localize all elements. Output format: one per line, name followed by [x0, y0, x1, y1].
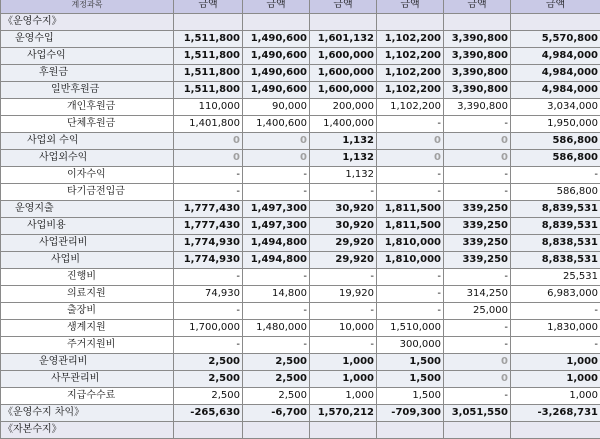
table-row	[1, 303, 600, 320]
cell-col-2[interactable]: 1,490,600	[243, 82, 310, 99]
cell-col-6[interactable]: 6,983,000	[511, 286, 600, 303]
cell-col-1[interactable]: -	[174, 303, 243, 320]
cell-col-5[interactable]: 339,250	[444, 235, 511, 252]
cell-col-6[interactable]: 8,839,531	[511, 218, 600, 235]
table-row	[1, 150, 600, 167]
row-label[interactable]: 사업비	[1, 252, 174, 269]
row-label[interactable]: 후원금	[1, 65, 174, 82]
cell-col-5[interactable]: 3,390,800	[444, 65, 511, 82]
cell-col-4[interactable]: 1,811,500	[377, 218, 444, 235]
cell-col-5[interactable]: 3,390,800	[444, 82, 511, 99]
cell-col-1[interactable]: 2,500	[174, 354, 243, 371]
cell-col-3[interactable]: 1,132	[310, 133, 377, 150]
cell-col-1[interactable]: 1,777,430	[174, 218, 243, 235]
cell-col-6[interactable]: 5,570,800	[511, 31, 600, 48]
cell-col-1[interactable]: 0	[174, 150, 243, 167]
table-row	[1, 235, 600, 252]
cell-col-4[interactable]: 1,500	[377, 354, 444, 371]
cell-col-2[interactable]: 1,490,600	[243, 48, 310, 65]
cell-col-3[interactable]: 1,600,000	[310, 82, 377, 99]
row-label[interactable]: 이자수익	[1, 167, 174, 184]
cell-col-5[interactable]: -	[444, 167, 511, 184]
cell-col-5[interactable]: 3,051,550	[444, 405, 511, 422]
cell-col-2[interactable]: 1,490,600	[243, 31, 310, 48]
cell-col-4[interactable]: -	[377, 303, 444, 320]
cell-col-3[interactable]: -	[310, 184, 377, 201]
row-label[interactable]: 운영관리비	[1, 354, 174, 371]
cell-col-1[interactable]: 1,774,930	[174, 252, 243, 269]
cell-col-6[interactable]: 586,800	[511, 133, 600, 150]
row-label[interactable]: 주거지원비	[1, 337, 174, 354]
cell-col-3[interactable]: 10,000	[310, 320, 377, 337]
row-label[interactable]: 사무관리비	[1, 371, 174, 388]
cell-col-2[interactable]: -	[243, 303, 310, 320]
cell-col-4[interactable]: -	[377, 269, 444, 286]
row-label[interactable]: 일반후원금	[1, 82, 174, 99]
cell-col-6[interactable]: 586,800	[511, 184, 600, 201]
cell-col-6[interactable]: -	[511, 167, 600, 184]
cell-col-3[interactable]: 1,601,132	[310, 31, 377, 48]
row-label[interactable]: 《자본수지》	[1, 422, 174, 439]
cell-col-2[interactable]	[243, 14, 310, 31]
cell-col-5[interactable]: 0	[444, 354, 511, 371]
cell-col-2[interactable]: 1,494,800	[243, 252, 310, 269]
row-label[interactable]: 사업외 수익	[1, 133, 174, 150]
cell-col-2[interactable]: 2,500	[243, 371, 310, 388]
row-label[interactable]: 진행비	[1, 269, 174, 286]
cell-col-4[interactable]: -	[377, 184, 444, 201]
cell-col-2[interactable]	[243, 422, 310, 439]
cell-col-5[interactable]: 0	[444, 371, 511, 388]
cell-col-1[interactable]: 1,511,800	[174, 82, 243, 99]
cell-col-6[interactable]: 1,000	[511, 388, 600, 405]
table-row	[1, 133, 600, 150]
cell-col-4[interactable]: 1,510,000	[377, 320, 444, 337]
cell-col-4[interactable]: 0	[377, 150, 444, 167]
cell-col-2[interactable]: -6,700	[243, 405, 310, 422]
cell-col-3[interactable]: 29,920	[310, 252, 377, 269]
cell-col-2[interactable]: -	[243, 269, 310, 286]
column-header-2[interactable]: 금액	[243, 0, 310, 14]
cell-col-2[interactable]: 1,480,000	[243, 320, 310, 337]
cell-col-4[interactable]: 300,000	[377, 337, 444, 354]
cell-col-5[interactable]: 314,250	[444, 286, 511, 303]
table-row	[1, 65, 600, 82]
cell-col-3[interactable]: -	[310, 269, 377, 286]
row-label[interactable]: 사업관리비	[1, 235, 174, 252]
cell-col-2[interactable]: 90,000	[243, 99, 310, 116]
cell-col-6[interactable]: 1,950,000	[511, 116, 600, 133]
cell-col-6[interactable]: 25,531	[511, 269, 600, 286]
table-row	[1, 31, 600, 48]
cell-col-5[interactable]: -	[444, 269, 511, 286]
cell-col-1[interactable]: 2,500	[174, 371, 243, 388]
table-row	[1, 167, 600, 184]
cell-col-6[interactable]: -3,268,731	[511, 405, 600, 422]
column-header-3[interactable]: 금액	[310, 0, 377, 14]
cell-col-1[interactable]: 1,401,800	[174, 116, 243, 133]
row-label[interactable]: 《운영수지 차익》	[1, 405, 174, 422]
cell-col-4[interactable]: 1,500	[377, 371, 444, 388]
table-row	[1, 320, 600, 337]
cell-col-3[interactable]: -	[310, 303, 377, 320]
cell-col-6[interactable]: 8,839,531	[511, 201, 600, 218]
table-row	[1, 116, 600, 133]
cell-col-6[interactable]: -	[511, 337, 600, 354]
row-label[interactable]: 생계지원	[1, 320, 174, 337]
table-body	[1, 14, 600, 439]
cell-col-4[interactable]: 0	[377, 133, 444, 150]
header-row	[1, 0, 600, 14]
row-label[interactable]: 《운영수지》	[1, 14, 174, 31]
cell-col-1[interactable]: 1,511,800	[174, 48, 243, 65]
cell-col-3[interactable]: 1,000	[310, 354, 377, 371]
cell-col-4[interactable]: 1,102,200	[377, 82, 444, 99]
row-label[interactable]: 사업수익	[1, 48, 174, 65]
cell-col-3[interactable]: 1,570,212	[310, 405, 377, 422]
cell-col-1[interactable]: -	[174, 337, 243, 354]
cell-col-4[interactable]	[377, 422, 444, 439]
cell-col-5[interactable]: -	[444, 116, 511, 133]
table-row	[1, 371, 600, 388]
cell-col-3[interactable]: 1,000	[310, 371, 377, 388]
cell-col-1[interactable]	[174, 422, 243, 439]
cell-col-1[interactable]: -	[174, 269, 243, 286]
cell-col-1[interactable]: -265,630	[174, 405, 243, 422]
cell-col-3[interactable]	[310, 14, 377, 31]
cell-col-5[interactable]: 3,390,800	[444, 48, 511, 65]
row-label[interactable]: 운영지출	[1, 201, 174, 218]
table-row	[1, 201, 600, 218]
cell-col-5[interactable]: -	[444, 337, 511, 354]
cell-col-1[interactable]: 1,700,000	[174, 320, 243, 337]
cell-col-1[interactable]	[174, 14, 243, 31]
column-header-1[interactable]: 금액	[174, 0, 243, 14]
cell-col-2[interactable]: -	[243, 167, 310, 184]
cell-col-4[interactable]: 1,811,500	[377, 201, 444, 218]
cell-col-5[interactable]: -	[444, 320, 511, 337]
cell-col-2[interactable]: -	[243, 184, 310, 201]
row-label[interactable]: 타기금전입금	[1, 184, 174, 201]
cell-col-2[interactable]: 1,400,600	[243, 116, 310, 133]
cell-col-5[interactable]: 339,250	[444, 201, 511, 218]
cell-col-1[interactable]: 1,511,800	[174, 65, 243, 82]
cell-col-2[interactable]: 2,500	[243, 388, 310, 405]
cell-col-6[interactable]: 4,984,000	[511, 48, 600, 65]
cell-col-1[interactable]: 1,774,930	[174, 235, 243, 252]
cell-col-3[interactable]: 29,920	[310, 235, 377, 252]
table-row	[1, 252, 600, 269]
row-label[interactable]: 사업외수익	[1, 150, 174, 167]
cell-col-6[interactable]: 1,830,000	[511, 320, 600, 337]
cell-col-4[interactable]: -	[377, 116, 444, 133]
cell-col-1[interactable]: 0	[174, 133, 243, 150]
cell-col-6[interactable]: 3,034,000	[511, 99, 600, 116]
cell-col-5[interactable]: 25,000	[444, 303, 511, 320]
table-row	[1, 354, 600, 371]
cell-col-4[interactable]: 1,102,200	[377, 65, 444, 82]
row-label[interactable]: 출장비	[1, 303, 174, 320]
cell-col-4[interactable]	[377, 14, 444, 31]
cell-col-4[interactable]: -709,300	[377, 405, 444, 422]
table-row	[1, 99, 600, 116]
cell-col-5[interactable]: 3,390,800	[444, 31, 511, 48]
cell-col-1[interactable]: -	[174, 167, 243, 184]
cell-col-3[interactable]: 1,400,000	[310, 116, 377, 133]
cell-col-5[interactable]: 339,250	[444, 252, 511, 269]
table-row	[1, 218, 600, 235]
cell-col-3[interactable]: 1,132	[310, 167, 377, 184]
cell-col-2[interactable]: 1,490,600	[243, 65, 310, 82]
cell-col-2[interactable]: -	[243, 337, 310, 354]
cell-col-6[interactable]: 1,000	[511, 354, 600, 371]
cell-col-1[interactable]: -	[174, 184, 243, 201]
cell-col-4[interactable]: -	[377, 167, 444, 184]
cell-col-1[interactable]: 110,000	[174, 99, 243, 116]
column-header-4[interactable]: 금액	[377, 0, 444, 14]
table-row	[1, 286, 600, 303]
cell-col-3[interactable]: 30,920	[310, 218, 377, 235]
cell-col-2[interactable]: 14,800	[243, 286, 310, 303]
cell-col-2[interactable]: 2,500	[243, 354, 310, 371]
cell-col-3[interactable]: 30,920	[310, 201, 377, 218]
cell-col-2[interactable]: 0	[243, 150, 310, 167]
cell-col-6[interactable]: 586,800	[511, 150, 600, 167]
cell-col-2[interactable]: 1,497,300	[243, 201, 310, 218]
cell-col-3[interactable]	[310, 422, 377, 439]
cell-col-6[interactable]: 4,984,000	[511, 82, 600, 99]
table-row	[1, 14, 600, 31]
cell-col-3[interactable]: 1,600,000	[310, 65, 377, 82]
row-label[interactable]: 운영수입	[1, 31, 174, 48]
cell-col-6[interactable]: 8,838,531	[511, 252, 600, 269]
row-label[interactable]: 단체후원금	[1, 116, 174, 133]
row-label[interactable]: 지급수수료	[1, 388, 174, 405]
corner-header: 계정과목	[1, 0, 174, 14]
row-label[interactable]: 개인후원금	[1, 99, 174, 116]
cell-col-6[interactable]: -	[511, 303, 600, 320]
row-label[interactable]: 사업비용	[1, 218, 174, 235]
cell-col-6[interactable]: 1,000	[511, 371, 600, 388]
cell-col-5[interactable]: 339,250	[444, 218, 511, 235]
cell-col-4[interactable]: 1,102,200	[377, 31, 444, 48]
cell-col-5[interactable]: -	[444, 388, 511, 405]
table-row	[1, 422, 600, 439]
cell-col-5[interactable]: 3,390,800	[444, 99, 511, 116]
cell-col-5[interactable]	[444, 14, 511, 31]
cell-col-3[interactable]: 200,000	[310, 99, 377, 116]
column-header-5[interactable]: 금액	[444, 0, 511, 14]
cell-col-2[interactable]: 1,494,800	[243, 235, 310, 252]
cell-col-4[interactable]: 1,500	[377, 388, 444, 405]
cell-col-4[interactable]: 1,102,200	[377, 99, 444, 116]
table-row	[1, 405, 600, 422]
cell-col-5[interactable]: -	[444, 184, 511, 201]
column-header-6[interactable]: 금액	[511, 0, 600, 14]
table-row	[1, 337, 600, 354]
cell-col-3[interactable]: 1,000	[310, 388, 377, 405]
cell-col-4[interactable]: 1,810,000	[377, 235, 444, 252]
cell-col-3[interactable]: 1,132	[310, 150, 377, 167]
cell-col-2[interactable]: 0	[243, 133, 310, 150]
cell-col-6[interactable]	[511, 14, 600, 31]
table-row	[1, 48, 600, 65]
cell-col-2[interactable]: 1,497,300	[243, 218, 310, 235]
cell-col-5[interactable]: 0	[444, 133, 511, 150]
table-row	[1, 184, 600, 201]
cell-col-1[interactable]: 1,511,800	[174, 31, 243, 48]
table-row	[1, 388, 600, 405]
cell-col-4[interactable]: -	[377, 286, 444, 303]
cell-col-4[interactable]: 1,102,200	[377, 48, 444, 65]
cell-col-3[interactable]: 19,920	[310, 286, 377, 303]
table-row	[1, 82, 600, 99]
cell-col-6[interactable]: 8,838,531	[511, 235, 600, 252]
cell-col-1[interactable]: 2,500	[174, 388, 243, 405]
cell-col-6[interactable]	[511, 422, 600, 439]
cell-col-1[interactable]: 74,930	[174, 286, 243, 303]
row-label[interactable]: 의료지원	[1, 286, 174, 303]
cell-col-1[interactable]: 1,777,430	[174, 201, 243, 218]
cell-col-4[interactable]: 1,810,000	[377, 252, 444, 269]
table-row	[1, 269, 600, 286]
cell-col-5[interactable]: 0	[444, 150, 511, 167]
cell-col-5[interactable]	[444, 422, 511, 439]
cell-col-6[interactable]: 4,984,000	[511, 65, 600, 82]
cell-col-3[interactable]: 1,600,000	[310, 48, 377, 65]
cell-col-3[interactable]: -	[310, 337, 377, 354]
